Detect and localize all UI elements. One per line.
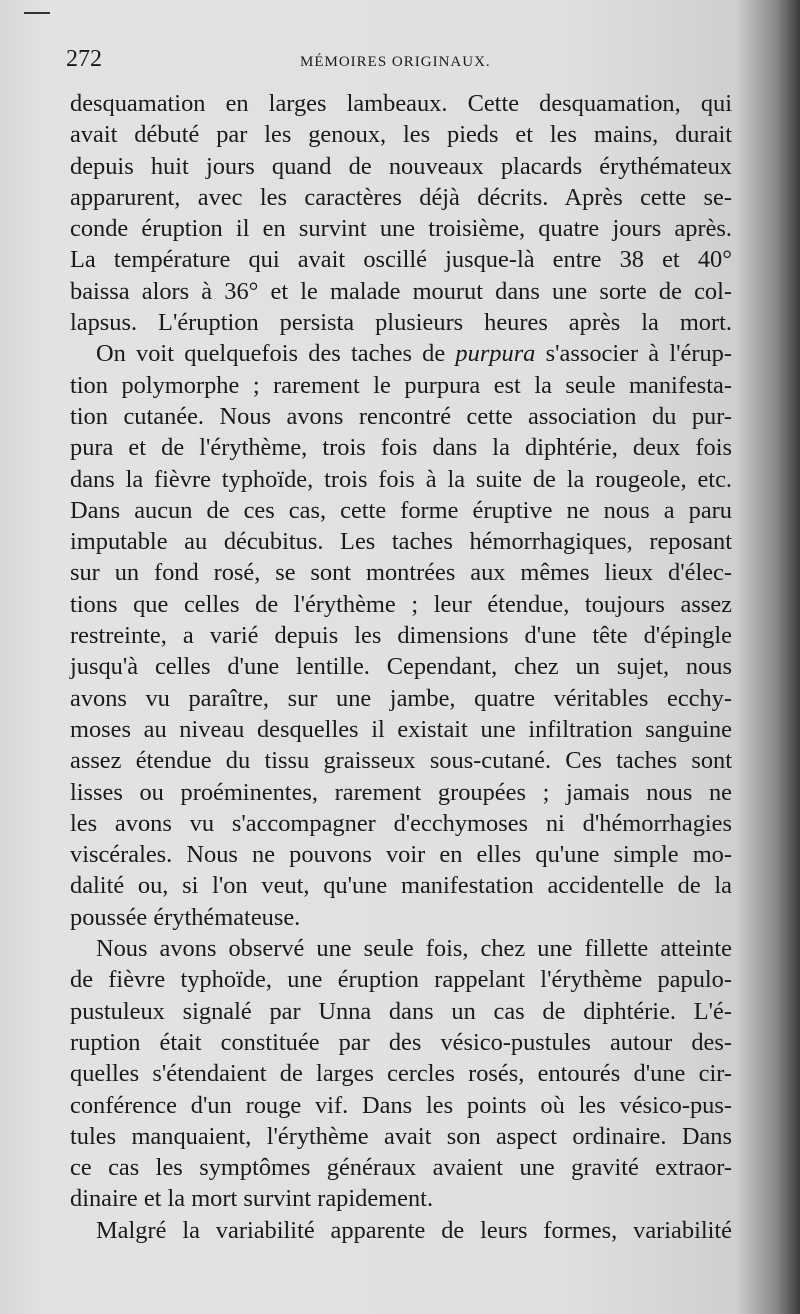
text-line: quelles s'étendaient de larges cercles rosés, entourés d'une cir- [70,1060,732,1088]
text-segment: On voit quelquefois des taches de [96,340,456,368]
margin-mark [24,12,50,14]
paragraph-first-line: Nous avons observé une seule fois, chez une fillette atteinte [96,935,732,963]
text-line: les avons vu s'accompagner d'ecchymoses ni d'hémorrhagies [70,809,732,837]
text-line: conférence d'un rouge vif. Dans les points où les vésico-pus- [70,1091,732,1119]
paragraph-first-line: Malgré la variabilité apparente de leurs formes, variabilité [96,1216,732,1244]
text-line: de fièvre typhoïde, une éruption rappelant l'érythème papulo- [70,966,732,994]
page-number: 272 [66,46,102,72]
text-line: imputable au décubitus. Les taches hémorrhagiques, reposant [70,528,732,556]
text-line: jusqu'à celles d'une lentille. Cependant, chez un sujet, nous [70,653,732,681]
text-line: restreinte, a varié depuis les dimensions d'une tête d'épingle [70,622,732,650]
text-line: lisses ou proéminentes, rarement groupées ; jamais nous ne [70,778,732,806]
italic-term: purpura [455,340,536,368]
text-line: tion cutanée. Nous avons rencontré cette association du pur- [70,402,732,430]
paragraph-first-line [70,338,732,369]
running-head: MÉMOIRES ORIGINAUX. [300,54,491,70]
text-line: avons vu paraître, sur une jambe, quatre véritables ecchy- [70,684,732,712]
text-line: conde éruption il en survint une troisième, quatre jours après. [70,215,732,243]
text-line: sur un fond rosé, se sont montrées aux mêmes lieux d'élec- [70,559,732,587]
text-segment: s'associer à l'érup- [535,340,732,368]
text-line: baissa alors à 36° et le malade mourut dans une sorte de col- [70,277,732,305]
text-line: moses au niveau desquelles il existait une infiltration sanguine [70,715,732,743]
page-header [66,46,736,78]
text-line: La température qui avait oscillé jusque-là entre 38 et 40° [70,246,732,274]
text-line: poussée érythémateuse. [70,903,301,931]
text-line: assez étendue du tissu graisseux sous-cutané. Ces taches sont [70,747,732,775]
text-line: lapsus. L'éruption persista plusieurs heures après la mort. [70,309,732,337]
text-line: pustuleux signalé par Unna dans un cas de diphtérie. L'é- [70,997,732,1025]
text-line: pura et de l'érythème, trois fois dans la diphtérie, deux fois [70,434,732,462]
text-line: depuis huit jours quand de nouveaux placards érythémateux [70,152,732,180]
text-line: dinaire et la mort survint rapidement. [70,1185,434,1213]
text-line: apparurent, avec les caractères déjà décrits. Après cette se- [70,183,732,211]
text-line: viscérales. Nous ne pouvons voir en elles qu'une simple mo- [70,841,732,869]
text-line: avait débuté par les genoux, les pieds et les mains, durait [70,121,732,149]
text-line: Dans aucun de ces cas, cette forme éruptive ne nous a paru [70,496,732,524]
text-line: tules manquaient, l'érythème avait son aspect ordinaire. Dans [70,1122,732,1150]
text-line: ce cas les symptômes généraux avaient une gravité extraor- [70,1154,732,1182]
text-line: dans la fièvre typhoïde, trois fois à la suite de la rougeole, etc. [70,465,732,493]
text-line: ruption était constituée par des vésico-pustules autour des- [70,1028,732,1056]
text-line: dalité ou, si l'on veut, qu'une manifestation accidentelle de la [70,872,732,900]
text-line: tions que celles de l'érythème ; leur étendue, toujours assez [70,590,732,618]
body-text [70,88,732,1246]
text-line: desquamation en larges lambeaux. Cette desquamation, qui [70,90,732,117]
text-line: tion polymorphe ; rarement le purpura est la seule manifesta- [70,371,732,399]
